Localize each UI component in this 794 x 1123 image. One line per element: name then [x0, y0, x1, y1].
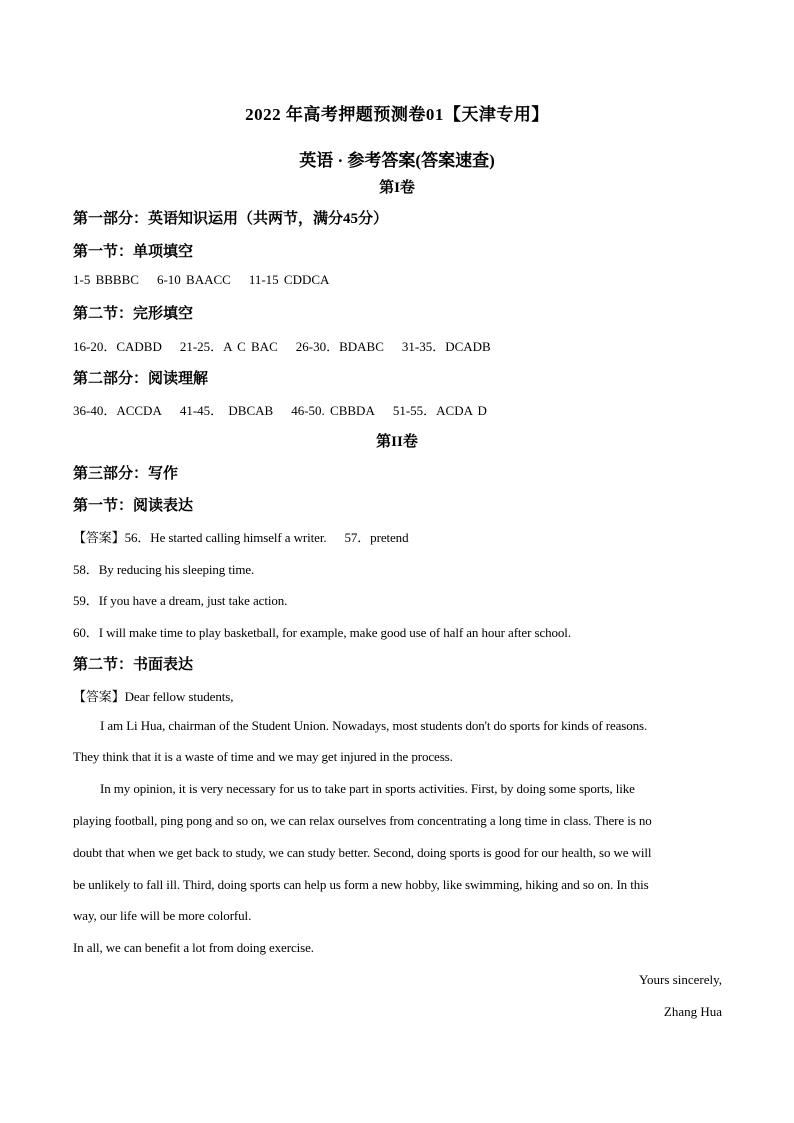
essay-line: way, our life will be more colorful.	[73, 908, 252, 923]
answer-group: 41-45． DBCAB	[179, 403, 274, 418]
answer-tag: 【答案】	[73, 689, 125, 704]
answer-group: 11-15 CDDCA	[248, 272, 330, 287]
essay-line: be unlikely to fall ill. Third, doing sports can help us form a new hobby, like swimming, hiking and so on. In this	[73, 877, 649, 892]
answer-group: 21-25．A C BAC	[179, 339, 278, 354]
answer-58: 58．By reducing his sleeping time.	[73, 562, 255, 577]
answer-tag: 【答案】	[73, 530, 125, 545]
essay-line: I am Li Hua, chairman of the Student Union. Nowadays, most students don't do sports for kinds of reasons.	[100, 718, 648, 733]
part2-heading: 第二部分：阅读理解	[73, 371, 209, 387]
answer-group: 16-20．CADBD	[73, 339, 162, 354]
part1-section1-heading: 第一节：单项填空	[73, 244, 194, 260]
essay-line: playing football, ping pong and so on, we can relax ourselves from concentrating a long time in class. There is no	[73, 813, 652, 828]
answer-56-57	[73, 527, 408, 546]
essay-line: doubt that when we get back to study, we can study better. Second, doing sports is good for our health, so we will	[73, 845, 652, 860]
answer-56: 56．He started calling himself a writer.	[124, 530, 327, 545]
answer-60: 60．I will make time to play basketball, for example, make good use of half an hour after school.	[73, 625, 571, 640]
part3-section2-heading: 第二节：书面表达	[73, 657, 194, 673]
volume-1-heading: 第I卷	[379, 180, 415, 196]
part3-section1-heading: 第一节：阅读表达	[73, 498, 194, 514]
part3-heading: 第三部分：写作	[73, 466, 179, 482]
part1-section2-answers	[73, 336, 491, 355]
essay-signature: Zhang Hua	[663, 1004, 722, 1019]
answer-group: 51-55．ACDA D	[392, 403, 487, 418]
volume-2-heading: 第II卷	[376, 434, 418, 450]
essay-line: They think that it is a waste of time and we may get injured in the process.	[73, 749, 453, 764]
essay-greeting: Dear fellow students,	[124, 689, 234, 704]
document-title: 2022 年高考押题预测卷01【天津专用】	[245, 105, 549, 124]
answer-group: 1-5 BBBBC	[73, 272, 139, 287]
part2-answers	[73, 400, 487, 419]
essay-closing: Yours sincerely,	[638, 972, 722, 987]
essay-line: In my opinion, it is very necessary for us to take part in sports activities. First, by doing some sports, like	[100, 781, 635, 796]
answer-group: 36-40．ACCDA	[73, 403, 162, 418]
essay-greeting-line	[73, 686, 233, 705]
part1-section2-heading: 第二节：完形填空	[73, 306, 194, 322]
answer-group: 31-35．DCADB	[401, 339, 491, 354]
document-subtitle: 英语 · 参考答案(答案速查)	[299, 151, 495, 170]
answer-group: 26-30．BDABC	[295, 339, 384, 354]
answer-59: 59．If you have a dream, just take action.	[73, 593, 288, 608]
part1-section1-answers	[73, 272, 329, 288]
answer-57: 57．pretend	[344, 530, 409, 545]
answer-group: 6-10 BAACC	[156, 272, 231, 287]
essay-line: In all, we can benefit a lot from doing exercise.	[73, 940, 314, 955]
part1-heading: 第一部分：英语知识运用（共两节，满分45分）	[73, 211, 389, 227]
answer-group: 46-50. CBBDA	[291, 403, 375, 418]
